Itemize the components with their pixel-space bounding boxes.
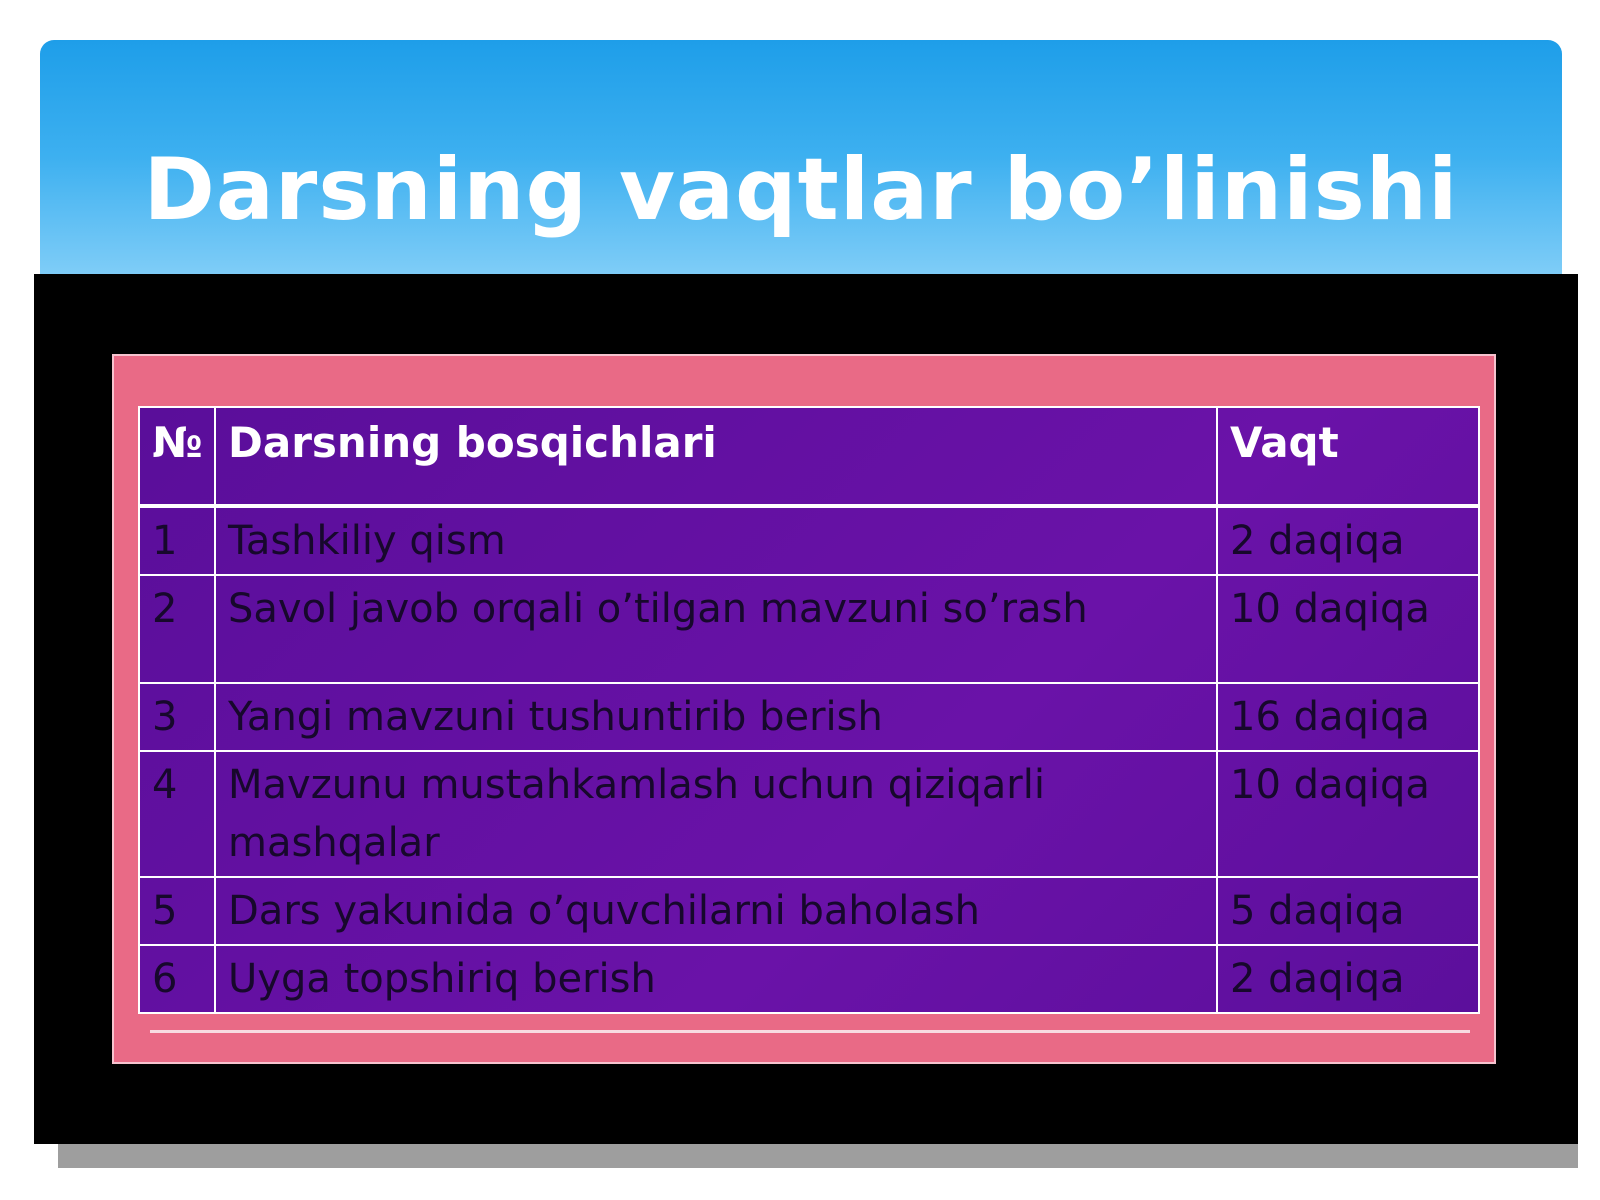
row-number: 3: [139, 683, 215, 751]
row-stage: Savol javob orqali o’tilgan mavzuni so’rash: [215, 575, 1217, 683]
schedule-table: [138, 406, 1480, 1014]
header-number: №: [139, 407, 215, 506]
table-header-row: [139, 407, 1479, 506]
row-stage: Mavzunu mustahkamlash uchun qiziqarli mashqalar: [215, 751, 1217, 877]
row-stage: Dars yakunida o’quvchilarni baholash: [215, 877, 1217, 945]
slide-title: Darsning vaqtlar bo’linishi: [143, 140, 1459, 240]
row-time: 5 daqiqa: [1217, 877, 1479, 945]
row-time: 2 daqiqa: [1217, 506, 1479, 575]
row-time: 16 daqiqa: [1217, 683, 1479, 751]
row-time: 10 daqiqa: [1217, 575, 1479, 683]
schedule-table-wrap: [138, 406, 1480, 1014]
table-row: [139, 751, 1479, 877]
row-number: 6: [139, 945, 215, 1013]
row-number: 4: [139, 751, 215, 877]
table-row: [139, 945, 1479, 1013]
title-bar: [40, 40, 1562, 300]
row-stage: Yangi mavzuni tushuntirib berish: [215, 683, 1217, 751]
row-stage: Uyga topshiriq berish: [215, 945, 1217, 1013]
header-stage: Darsning bosqichlari: [215, 407, 1217, 506]
row-time: 2 daqiqa: [1217, 945, 1479, 1013]
row-number: 1: [139, 506, 215, 575]
row-stage: Tashkiliy qism: [215, 506, 1217, 575]
row-time: 10 daqiqa: [1217, 751, 1479, 877]
header-time: Vaqt: [1217, 407, 1479, 506]
table-row: [139, 877, 1479, 945]
table-row: [139, 683, 1479, 751]
row-number: 2: [139, 575, 215, 683]
table-row: [139, 575, 1479, 683]
table-row: [139, 506, 1479, 575]
row-number: 5: [139, 877, 215, 945]
frame-divider: [150, 1030, 1470, 1033]
